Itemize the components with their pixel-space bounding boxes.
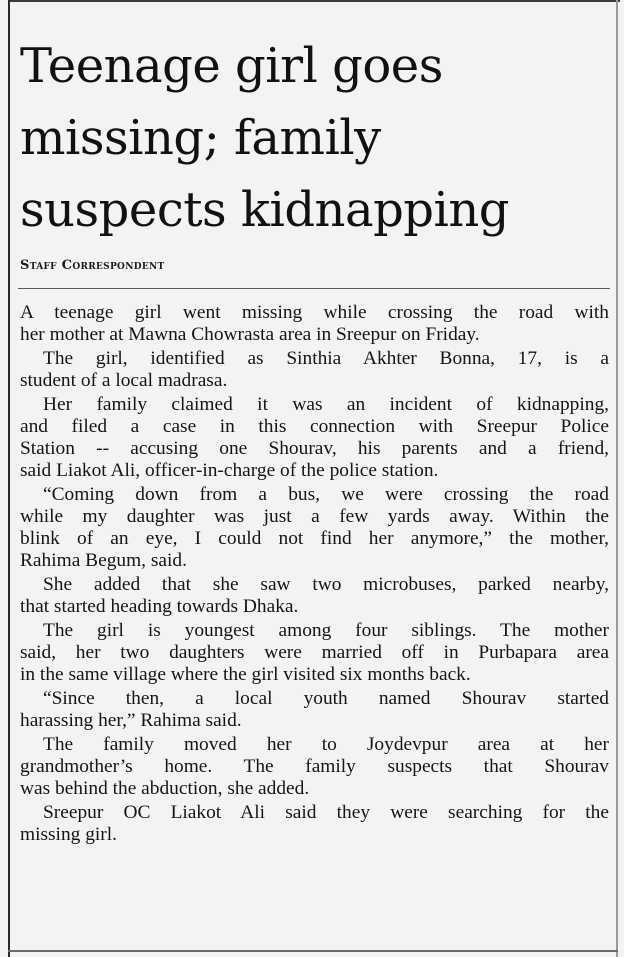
article-line: Station -- accusing one Shourav, his parents and a friend, [20,438,609,459]
article-line: and filed a case in this connection with Sreepur Police [20,416,609,437]
article-line: grandmother’s home. The family suspects that Shourav [20,756,609,777]
article-paragraph [20,734,609,800]
article-paragraph [20,802,609,846]
article-line: Sreepur OC Liakot Ali said they were searching for the [43,802,609,823]
article-line: was behind the abduction, she added. [20,778,310,799]
clipping-right-border [616,0,618,957]
article-line: in the same village where the girl visited six months back. [20,664,471,685]
article-paragraph [20,302,609,346]
clipping-top-border [8,0,620,2]
article-paragraph [20,688,609,732]
headline [20,30,612,246]
article-paragraph [20,620,609,686]
article-line: said Liakot Ali, officer-in-charge of the police station. [20,460,439,481]
article-line: harassing her,” Rahima said. [20,710,242,731]
article-line: The girl, identified as Sinthia Akhter Bonna, 17, is a [43,348,609,369]
article-line: The family moved her to Joydevpur area at her [43,734,609,755]
clipping-left-border [8,0,10,957]
article-line: A teenage girl went missing while crossing the road with [20,302,609,323]
article-line: Her family claimed it was an incident of kidnapping, [43,394,609,415]
article-line: while my daughter was just a few yards away. Within the [20,506,609,527]
headline-line: Teenage girl goes [20,38,443,94]
article-paragraph [20,574,609,618]
byline-divider [18,288,610,289]
article-line: missing girl. [20,824,117,845]
article-line: blink of an eye, I could not find her anymore,” the mother, [20,528,609,549]
article-line: Rahima Begum, said. [20,550,187,571]
headline-line: suspects kidnapping [20,182,510,238]
byline: Staff Correspondent [20,258,165,273]
article-line: her mother at Mawna Chowrasta area in Sreepur on Friday. [20,324,480,345]
clipping-bottom-border [8,950,618,952]
article-line: said, her two daughters were married off in Purbapara area [20,642,609,663]
article-paragraph [20,348,609,392]
article-line: “Since then, a local youth named Shourav started [43,688,609,709]
article-line: “Coming down from a bus, we were crossing the road [43,484,609,505]
article-line: The girl is youngest among four siblings. The mother [43,620,609,641]
article-line: student of a local madrasa. [20,370,228,391]
article-paragraph [20,394,609,482]
article-body [20,302,609,848]
article-line: that started heading towards Dhaka. [20,596,299,617]
article-paragraph [20,484,609,572]
headline-line: missing; family [20,110,381,166]
article-line: She added that she saw two microbuses, parked nearby, [43,574,609,595]
